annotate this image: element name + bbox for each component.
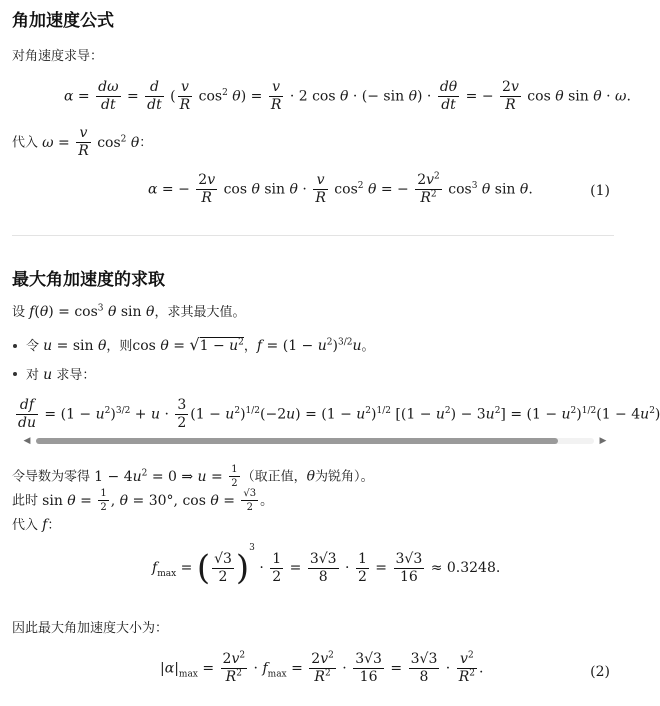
then-prefix: 此时 [12,493,39,509]
zero-end: 。 [360,469,374,485]
define-f-line: 设 $f(\theta) = \cos^3 \theta$ sin θ，求其最大值。 [12,303,246,320]
f-max-approx-value: ≈ 0.3248. [430,560,501,576]
bullet1-prefix: 令 [26,339,40,354]
theta-values-line: 此时 sin θ = $\frac{1}{2}$ , θ = 30°, cos θ = $\frac{√3}{2}$ 。 [12,488,274,513]
section-title-angular-acceleration: 角加速度公式 [12,11,114,31]
bullet-dot [13,344,17,348]
horizontal-scrollbar[interactable] [22,436,608,446]
bullet1-mid1: ，则 [106,339,133,354]
zero-note-open: （取正值， [241,469,307,485]
bullet2-prefix: 对 [26,368,40,383]
equation-1: α = − $\frac{2v}{R}$ cos θ sin θ · $\frac{v}{R}$ $\cos^2 \theta$ = − $\frac{2v^2}{R^2}$ $\cos^3 \theta$ sin θ. [148,171,533,206]
zero-prefix: 令导数为零得 [12,469,91,485]
equation-2-number: (2) [590,664,610,680]
substitute-prefix: 代入 [12,135,39,151]
scrollbar-thumb[interactable] [36,438,558,444]
substitution-u-bullet: 令 u = sin θ，则$\cos \theta = √1 - u^2$，$f = (1 - u^2)^{3/2}u$。 [26,335,375,354]
f-max-equation: $f_{max}$ = ( $\frac{√3}{2}$ )$^3$ · $\frac{1}{2}$ = $\frac{3√3}{8}$ · $\frac{1}{2}$ = $\frac{3√3}{16}$ ≈ 0.3248. [152,543,501,588]
section-divider [12,235,614,236]
bullet-dot [13,372,17,376]
df-du-equation: $\frac{df}{du}$ = $(1 - u^2)^{3/2} + u$ · $\frac{3}{2}$ $(1 - u^2)^{1/2}(-2u) = (1 - u^2)^{1/2}$ $[(1 - u^2) - 3u^2] = (1 - u^2)^{1/2}(1 - 4u^2)$ [18,397,660,431]
then-end: 。 [260,493,274,509]
zero-note-mid: 为锐角） [315,469,361,485]
substitute-suffix: ： [139,135,153,151]
zero-derivative-line: 令导数为零得 $1 - 4u^2 = 0$ ⇒ u = $\frac{1}{2}$ （取正值，θ为锐角）。 [12,464,374,489]
bullet1-end: 。 [361,339,375,354]
section-title-max-angular-acceleration: 最大角加速度的求取 [12,270,165,290]
plug-f-line: 代入 f： [12,517,61,533]
scroll-left-icon[interactable]: ◀ [23,436,31,446]
equation-1-number: (1) [590,183,610,199]
df-du-equation-scroll-area[interactable] [14,396,660,436]
plug-prefix: 代入 [12,518,39,533]
differentiate-u-bullet: 对 u 求导： [26,367,96,383]
derivative-intro: 对角速度求导： [12,49,104,64]
define-suffix: ，求其最大值。 [154,305,246,320]
plug-suffix: ： [47,518,61,533]
conclusion-text: 因此最大角加速度大小为： [12,621,169,636]
equation-2: $|\alpha|_{max}$ = $\frac{2v^2}{R^2}$ · $f_{max}$ = $\frac{2v^2}{R^2}$ · $\frac{3√3}{16}$ = $\frac{3√3}{8}$ · $\frac{v^2}{R^2}$ . [160,650,484,685]
bullet1-mid2: ， [243,339,257,354]
define-prefix: 设 [12,305,26,320]
bullet2-suffix: 求导： [56,368,96,383]
scroll-right-icon[interactable]: ▶ [599,436,607,446]
substitute-omega-line: 代入 ω = $\frac{v}{R}$ $\cos^2 \theta$： [12,125,153,159]
alpha-derivation-equation: α = $\frac{d\omega}{dt}$ = $\frac{d}{dt}$ ( $\frac{v}{R}$ $\cos^2 \theta$) = $\frac{v}{R}$ · 2 cos θ · (− sin θ) · $\frac{d\theta}{dt}$ = − $\frac{2v}{R}$ cos θ sin θ · ω. [64,79,631,113]
